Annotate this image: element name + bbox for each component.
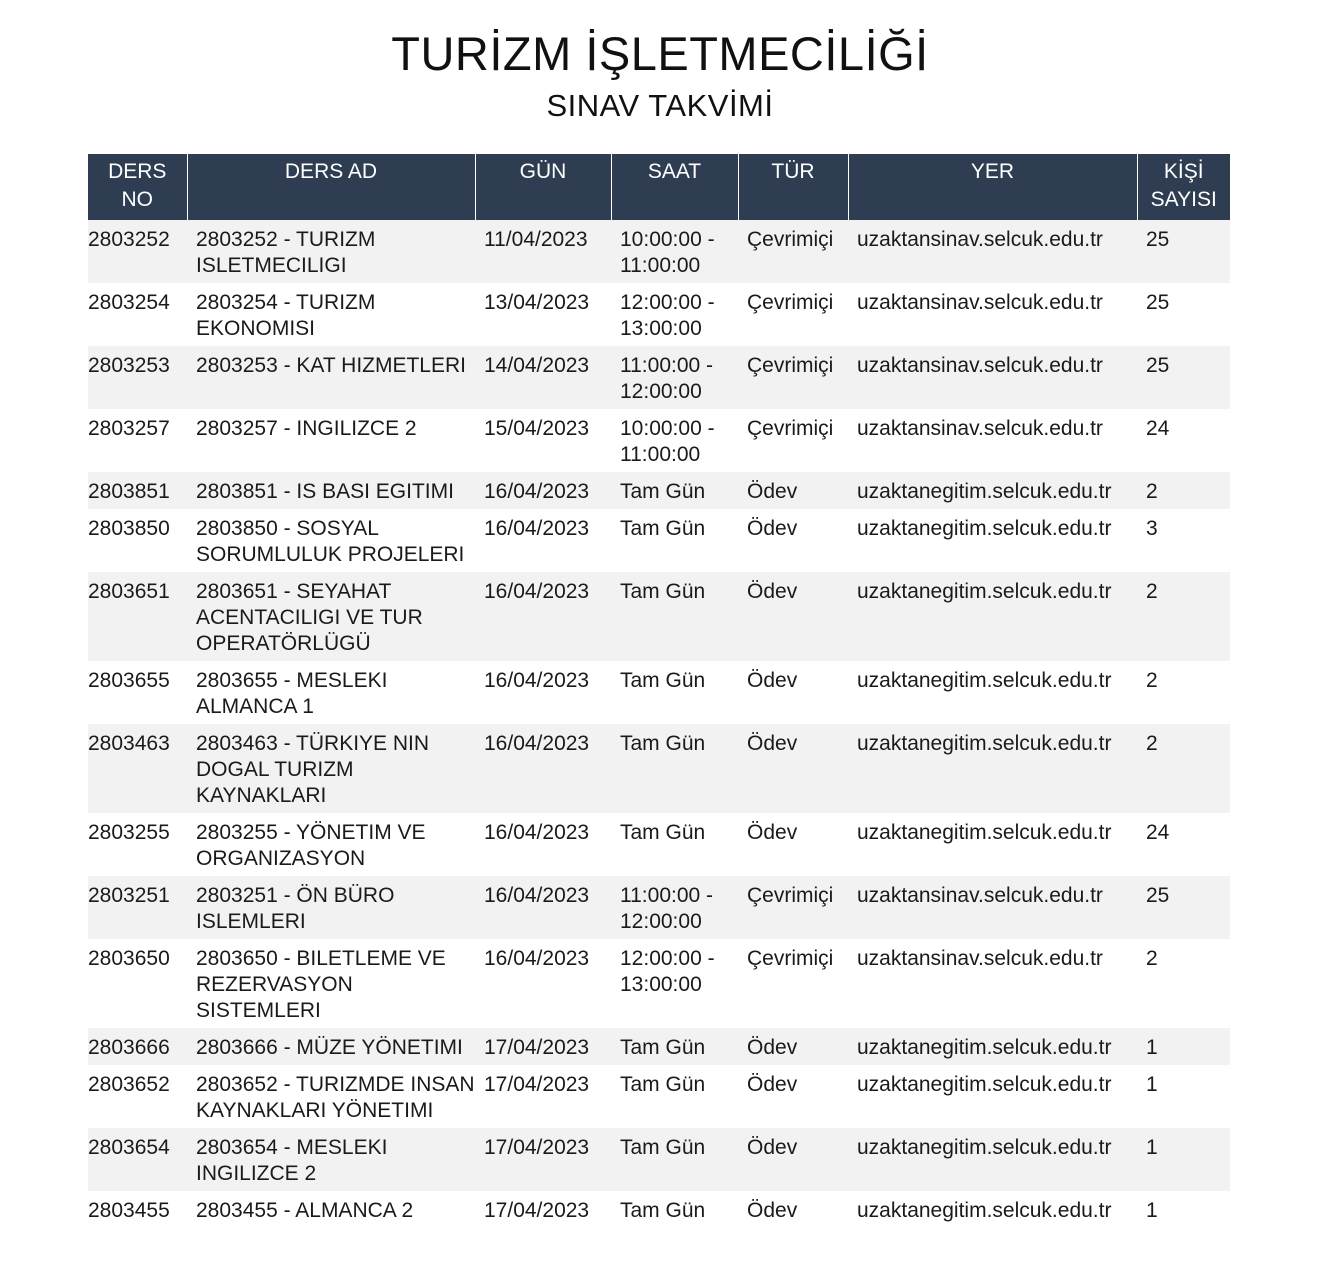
- table-row: [88, 346, 1230, 409]
- cell-ders-no: 2803655: [88, 661, 187, 724]
- cell-gun: 16/04/2023: [475, 724, 611, 813]
- cell-gun: 16/04/2023: [475, 876, 611, 939]
- cell-saat: 12:00:00 - 13:00:00: [611, 283, 738, 346]
- page-title: TURİZM İŞLETMECİLİĞİ: [391, 27, 929, 80]
- cell-ders-no: 2803654: [88, 1128, 187, 1191]
- cell-ders-ad: 2803254 - TURIZM EKONOMISI: [187, 283, 475, 346]
- cell-ders-no: 2803650: [88, 939, 187, 1028]
- cell-tur: Ödev: [738, 661, 848, 724]
- cell-saat: Tam Gün: [611, 661, 738, 724]
- cell-kisi-sayisi: 1: [1137, 1191, 1230, 1228]
- cell-yer: uzaktanegitim.selcuk.edu.tr: [848, 572, 1137, 661]
- cell-gun: 17/04/2023: [475, 1028, 611, 1065]
- cell-gun: 14/04/2023: [475, 346, 611, 409]
- cell-ders-no: 2803251: [88, 876, 187, 939]
- cell-ders-no: 2803255: [88, 813, 187, 876]
- cell-gun: 17/04/2023: [475, 1128, 611, 1191]
- cell-ders-no: 2803254: [88, 283, 187, 346]
- cell-ders-ad: 2803455 - ALMANCA 2: [187, 1191, 475, 1228]
- cell-ders-ad: 2803257 - INGILIZCE 2: [187, 409, 475, 472]
- cell-gun: 17/04/2023: [475, 1065, 611, 1128]
- cell-kisi-sayisi: 25: [1137, 346, 1230, 409]
- table-row: [88, 661, 1230, 724]
- cell-yer: uzaktanegitim.selcuk.edu.tr: [848, 472, 1137, 509]
- cell-ders-ad: 2803666 - MÜZE YÖNETIMI: [187, 1028, 475, 1065]
- cell-tur: Çevrimiçi: [738, 939, 848, 1028]
- cell-yer: uzaktanegitim.selcuk.edu.tr: [848, 813, 1137, 876]
- cell-ders-ad: 2803652 - TURIZMDE INSAN KAYNAKLARI YÖNETIMI: [187, 1065, 475, 1128]
- cell-ders-ad: 2803251 - ÖN BÜRO ISLEMLERI: [187, 876, 475, 939]
- table-header: [88, 154, 1230, 220]
- column-header-tur: TÜR: [738, 154, 848, 220]
- cell-saat: Tam Gün: [611, 1028, 738, 1065]
- cell-yer: uzaktanegitim.selcuk.edu.tr: [848, 509, 1137, 572]
- header-row: [88, 154, 1230, 220]
- cell-saat: Tam Gün: [611, 1065, 738, 1128]
- cell-saat: 11:00:00 - 12:00:00: [611, 876, 738, 939]
- cell-yer: uzaktanegitim.selcuk.edu.tr: [848, 1065, 1137, 1128]
- cell-gun: 16/04/2023: [475, 509, 611, 572]
- cell-tur: Ödev: [738, 509, 848, 572]
- table-row: [88, 220, 1230, 283]
- cell-saat: Tam Gün: [611, 472, 738, 509]
- cell-gun: 16/04/2023: [475, 813, 611, 876]
- cell-saat: 11:00:00 - 12:00:00: [611, 346, 738, 409]
- cell-ders-no: 2803252: [88, 220, 187, 283]
- cell-ders-ad: 2803253 - KAT HIZMETLERI: [187, 346, 475, 409]
- cell-tur: Çevrimiçi: [738, 876, 848, 939]
- cell-yer: uzaktanegitim.selcuk.edu.tr: [848, 724, 1137, 813]
- cell-kisi-sayisi: 2: [1137, 939, 1230, 1028]
- cell-yer: uzaktansinav.selcuk.edu.tr: [848, 876, 1137, 939]
- cell-kisi-sayisi: 25: [1137, 283, 1230, 346]
- cell-tur: Ödev: [738, 724, 848, 813]
- column-header-yer: YER: [848, 154, 1137, 220]
- cell-gun: 16/04/2023: [475, 939, 611, 1028]
- cell-ders-no: 2803851: [88, 472, 187, 509]
- column-header-saat: SAAT: [611, 154, 738, 220]
- cell-gun: 16/04/2023: [475, 572, 611, 661]
- cell-kisi-sayisi: 2: [1137, 661, 1230, 724]
- cell-yer: uzaktanegitim.selcuk.edu.tr: [848, 1028, 1137, 1065]
- table-row: [88, 283, 1230, 346]
- table-row: [88, 724, 1230, 813]
- cell-saat: Tam Gün: [611, 813, 738, 876]
- table-row: [88, 813, 1230, 876]
- cell-yer: uzaktansinav.selcuk.edu.tr: [848, 283, 1137, 346]
- cell-yer: uzaktanegitim.selcuk.edu.tr: [848, 661, 1137, 724]
- table-body: [88, 220, 1230, 1228]
- cell-saat: 10:00:00 - 11:00:00: [611, 220, 738, 283]
- cell-tur: Ödev: [738, 1028, 848, 1065]
- cell-kisi-sayisi: 2: [1137, 724, 1230, 813]
- cell-ders-ad: 2803651 - SEYAHAT ACENTACILIGI VE TUR OPERATÖRLÜGÜ: [187, 572, 475, 661]
- cell-yer: uzaktansinav.selcuk.edu.tr: [848, 409, 1137, 472]
- cell-ders-no: 2803651: [88, 572, 187, 661]
- cell-yer: uzaktanegitim.selcuk.edu.tr: [848, 1128, 1137, 1191]
- table-row: [88, 1128, 1230, 1191]
- cell-gun: 15/04/2023: [475, 409, 611, 472]
- exam-schedule-table: [88, 154, 1230, 1228]
- cell-yer: uzaktansinav.selcuk.edu.tr: [848, 939, 1137, 1028]
- cell-kisi-sayisi: 1: [1137, 1065, 1230, 1128]
- cell-ders-ad: 2803255 - YÖNETIM VE ORGANIZASYON: [187, 813, 475, 876]
- cell-tur: Ödev: [738, 813, 848, 876]
- cell-tur: Çevrimiçi: [738, 346, 848, 409]
- cell-saat: Tam Gün: [611, 509, 738, 572]
- page-subtitle: SINAV TAKVİMİ: [546, 88, 774, 123]
- table-row: [88, 472, 1230, 509]
- cell-yer: uzaktanegitim.selcuk.edu.tr: [848, 1191, 1137, 1228]
- cell-ders-no: 2803455: [88, 1191, 187, 1228]
- cell-saat: Tam Gün: [611, 572, 738, 661]
- cell-ders-ad: 2803463 - TÜRKIYE NIN DOGAL TURIZM KAYNAKLARI: [187, 724, 475, 813]
- cell-kisi-sayisi: 1: [1137, 1028, 1230, 1065]
- cell-saat: 10:00:00 - 11:00:00: [611, 409, 738, 472]
- cell-tur: Ödev: [738, 1191, 848, 1228]
- table-row: [88, 1065, 1230, 1128]
- cell-ders-ad: 2803850 - SOSYAL SORUMLULUK PROJELERI: [187, 509, 475, 572]
- table-row: [88, 572, 1230, 661]
- cell-ders-no: 2803253: [88, 346, 187, 409]
- cell-kisi-sayisi: 25: [1137, 876, 1230, 939]
- table-row: [88, 509, 1230, 572]
- cell-ders-no: 2803666: [88, 1028, 187, 1065]
- cell-tur: Çevrimiçi: [738, 283, 848, 346]
- cell-saat: Tam Gün: [611, 1191, 738, 1228]
- cell-kisi-sayisi: 1: [1137, 1128, 1230, 1191]
- cell-yer: uzaktansinav.selcuk.edu.tr: [848, 346, 1137, 409]
- cell-tur: Ödev: [738, 1065, 848, 1128]
- cell-ders-no: 2803463: [88, 724, 187, 813]
- cell-kisi-sayisi: 3: [1137, 509, 1230, 572]
- table-row: [88, 939, 1230, 1028]
- cell-tur: Çevrimiçi: [738, 409, 848, 472]
- column-header-gun: GÜN: [475, 154, 611, 220]
- cell-gun: 16/04/2023: [475, 661, 611, 724]
- cell-kisi-sayisi: 24: [1137, 409, 1230, 472]
- cell-ders-no: 2803850: [88, 509, 187, 572]
- cell-tur: Ödev: [738, 572, 848, 661]
- cell-kisi-sayisi: 24: [1137, 813, 1230, 876]
- column-header-kisi-sayisi: KİŞİ SAYISI: [1137, 154, 1230, 220]
- cell-saat: Tam Gün: [611, 1128, 738, 1191]
- cell-ders-ad: 2803654 - MESLEKI INGILIZCE 2: [187, 1128, 475, 1191]
- table-row: [88, 1191, 1230, 1228]
- cell-gun: 16/04/2023: [475, 472, 611, 509]
- cell-kisi-sayisi: 2: [1137, 572, 1230, 661]
- cell-ders-no: 2803652: [88, 1065, 187, 1128]
- cell-kisi-sayisi: 25: [1137, 220, 1230, 283]
- cell-ders-no: 2803257: [88, 409, 187, 472]
- cell-tur: Ödev: [738, 472, 848, 509]
- cell-tur: Ödev: [738, 1128, 848, 1191]
- cell-ders-ad: 2803650 - BILETLEME VE REZERVASYON SISTEMLERI: [187, 939, 475, 1028]
- cell-gun: 11/04/2023: [475, 220, 611, 283]
- cell-gun: 17/04/2023: [475, 1191, 611, 1228]
- cell-ders-ad: 2803252 - TURIZM ISLETMECILIGI: [187, 220, 475, 283]
- cell-saat: 12:00:00 - 13:00:00: [611, 939, 738, 1028]
- column-header-ders-no: DERS NO: [88, 154, 187, 220]
- cell-yer: uzaktansinav.selcuk.edu.tr: [848, 220, 1137, 283]
- cell-ders-ad: 2803851 - IS BASI EGITIMI: [187, 472, 475, 509]
- cell-kisi-sayisi: 2: [1137, 472, 1230, 509]
- cell-gun: 13/04/2023: [475, 283, 611, 346]
- cell-saat: Tam Gün: [611, 724, 738, 813]
- column-header-ders-ad: DERS AD: [187, 154, 475, 220]
- table-row: [88, 1028, 1230, 1065]
- table-row: [88, 409, 1230, 472]
- cell-ders-ad: 2803655 - MESLEKI ALMANCA 1: [187, 661, 475, 724]
- cell-tur: Çevrimiçi: [738, 220, 848, 283]
- table-row: [88, 876, 1230, 939]
